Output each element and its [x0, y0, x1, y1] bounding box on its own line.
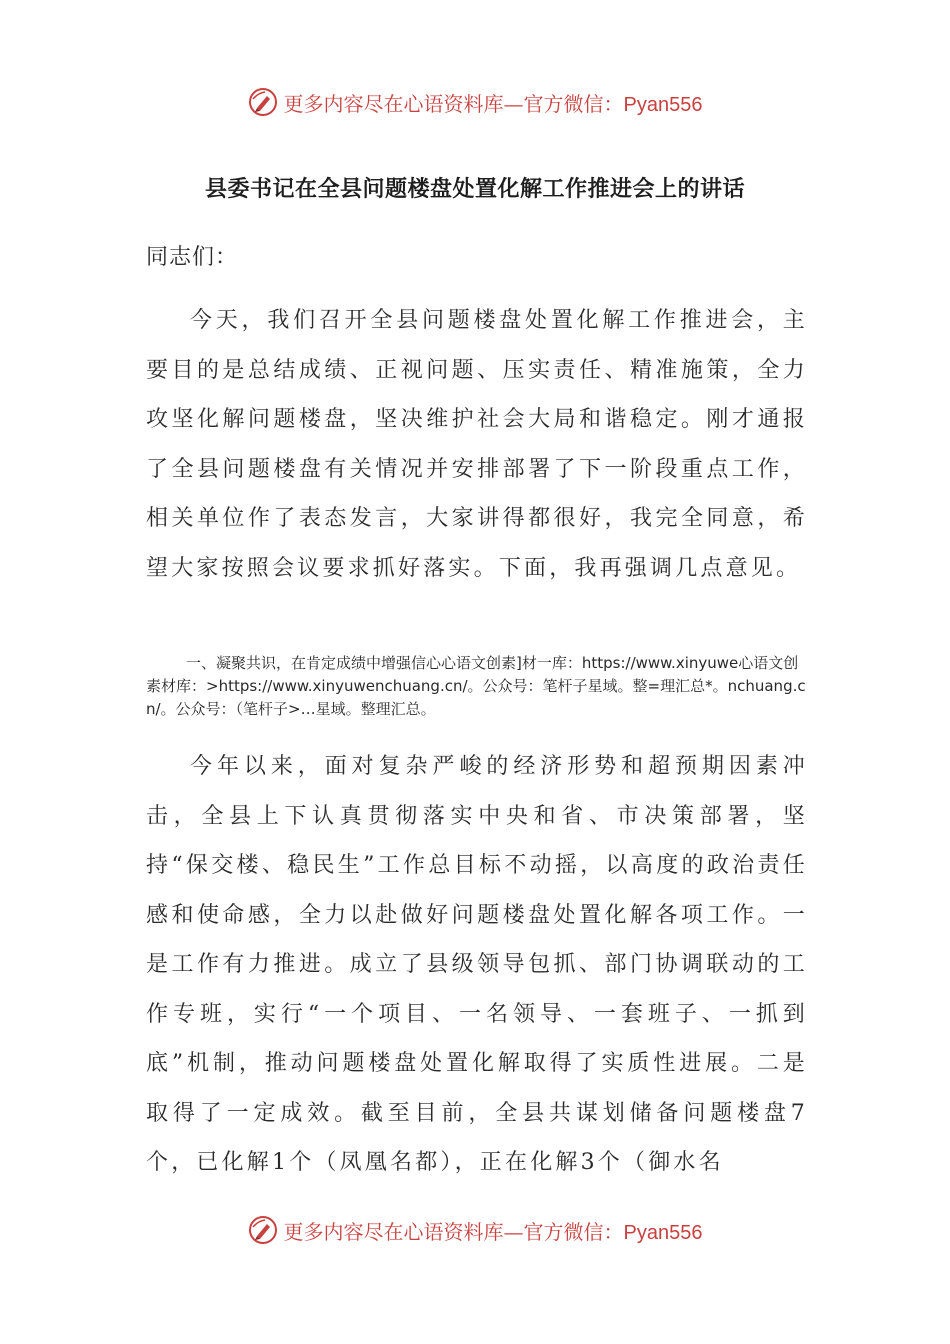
- paragraph-achievements: 今年以来，面对复杂严峻的经济形势和超预期因素冲击，全县上下认真贯彻落实中央和省、市决策部署，坚持“保交楼、稳民生”工作总目标不动摇，以高度的政治责任感和使命感，全力以赴做好问题楼盘处置化解各项工作。一是工作有力推进。成立了县级领导包抓、部门协调联动的工作专班，实行“一个项目、一名领导、一套班子、一抓到底”机制，推动问题楼盘处置化解取得了实质性进展。二是取得了一定成效。截至目前，全县共谋划储备问题楼盘7个，已化解1个（凤凰名都），正在化解3个（御水名: [146, 754, 808, 1175]
- greeting: 同志们：: [146, 245, 239, 270]
- document-title: 县委书记在全县问题楼盘处置化解工作推进会上的讲话: [204, 176, 745, 202]
- header-watermark-text: 更多内容尽在心语资料库—官方微信：Pyan556: [283, 91, 703, 116]
- footer-watermark-banner: [0, 1210, 950, 1250]
- section-heading-1: 一、凝聚共识，在肯定成绩中增强信心心语文创素]材一库：https://www.xinyuwe心语文创素材库：>https://www.xinyuwenchuang.cn/。公众号：笔杆子星域。整=理汇总*。nchuang.cn/。公众号：（笔杆子>…星域。整理汇总。: [146, 654, 806, 718]
- paragraph-intro: 今天，我们召开全县问题楼盘处置化解工作推进会，主要目的是总结成绩、正视问题、压实责任、精准施策，全力攻坚化解问题楼盘，坚决维护社会大局和谐稳定。刚才通报了全县问题楼盘有关情况并安排部署了下一阶段重点工作，相关单位作了表态发言，大家讲得都很好，我完全同意，希望大家按照会议要求抓好落实。下面，我再强调几点意见。: [146, 308, 808, 581]
- pen-logo-icon: [248, 87, 278, 117]
- footer-watermark-text: 更多内容尽在心语资料库—官方微信：Pyan556: [283, 1219, 703, 1244]
- pen-logo-icon: [248, 1215, 278, 1245]
- header-watermark-banner: [0, 82, 950, 122]
